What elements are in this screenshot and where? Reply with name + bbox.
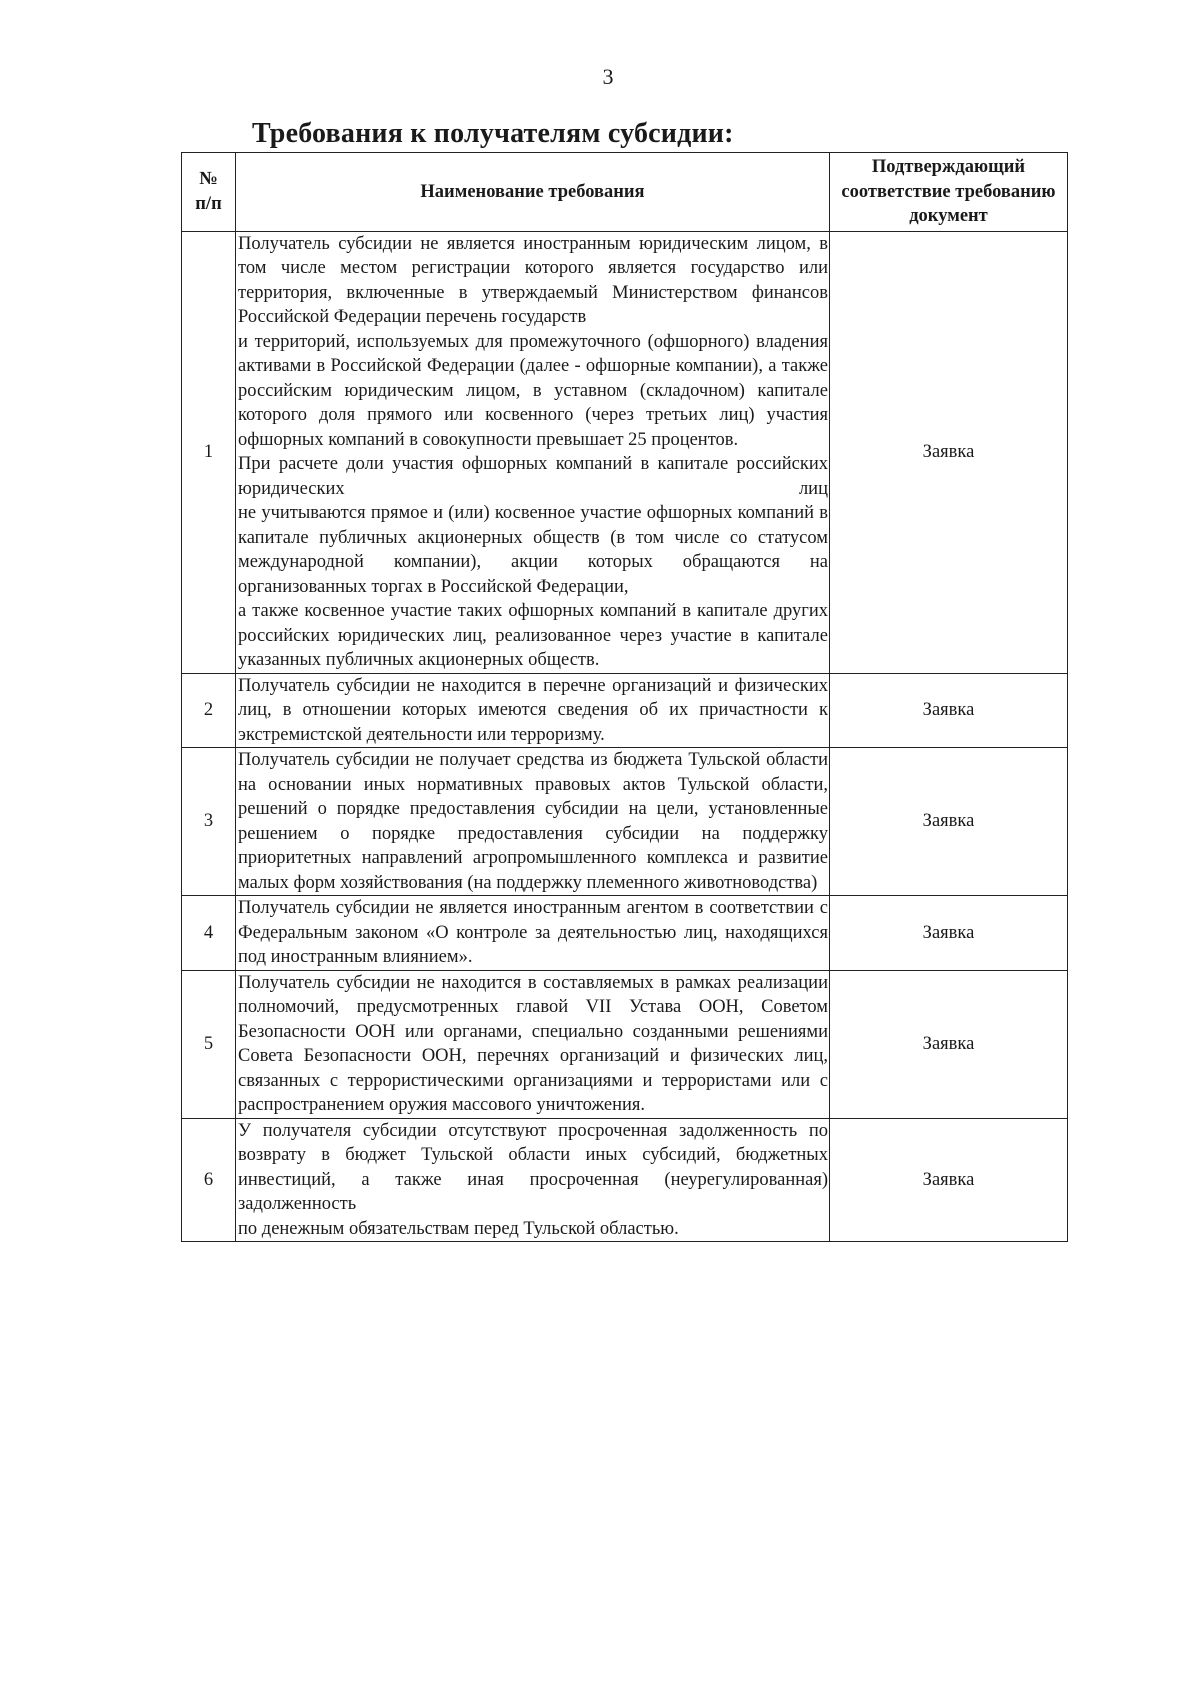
column-header-number-abbr: п/п — [195, 193, 222, 214]
requirement-text — [236, 970, 830, 1118]
table-row — [182, 1118, 1068, 1242]
requirement-paragraph: и территорий, используемых для промежуточного (офшорного) владения активами в Российской Федерации (далее - офшорные компании), а также российским юридическим лицом, в уставном (складочном) капитале которого доля прямого или косвенного (через третьих лиц) участия офшорных компаний в совокупности превышает 25 процентов. — [238, 331, 828, 450]
requirement-paragraph: Получатель субсидии не находится в перечне организаций и физических лиц, в отношении которых имеются сведения об их причастности к экстремистской деятельности или терроризму. — [238, 675, 828, 745]
table-row — [182, 673, 1068, 748]
confirming-document: Заявка — [830, 896, 1068, 971]
requirement-paragraph: У получателя субсидии отсутствуют просроченная задолженность по возврату в бюджет Тульской области иных субсидий, бюджетных инвестиций, а также иная просроченная (неурегулированная) задолженность — [238, 1120, 828, 1214]
requirement-paragraph: по денежным обязательствам перед Тульской областью. — [238, 1218, 679, 1239]
table-row — [182, 896, 1068, 971]
column-header-number-symbol: № — [199, 169, 218, 190]
confirming-document: Заявка — [830, 673, 1068, 748]
row-number: 6 — [182, 1118, 236, 1242]
table-header-row — [182, 153, 1068, 232]
requirement-text — [236, 748, 830, 896]
confirming-document: Заявка — [830, 748, 1068, 896]
requirement-text — [236, 896, 830, 971]
table-row — [182, 970, 1068, 1118]
requirement-paragraph: Получатель субсидии не находится в составляемых в рамках реализации полномочий, предусмотренных главой VII Устава ООН, Советом Безопасности ООН или органами, специально созданными решениями Совета Безопасности ООН, перечнях организаций и физических лиц, связанных с террористическими организациями и террористами или с распространением оружия массового уничтожения. — [238, 972, 828, 1115]
requirements-table — [181, 152, 1068, 1242]
requirement-paragraph: При расчете доли участия офшорных компаний в капитале российских юридических лиц — [238, 454, 828, 499]
row-number: 2 — [182, 673, 236, 748]
table-row — [182, 748, 1068, 896]
page-title: Требования к получателям субсидии: — [252, 118, 734, 149]
requirement-text — [236, 231, 830, 673]
row-number: 5 — [182, 970, 236, 1118]
requirement-paragraph: Получатель субсидии не получает средства из бюджета Тульской области на основании иных нормативных правовых актов Тульской области, решений о порядке предоставления субсидии на цели, установленные решением о порядке предоставления субсидии на поддержку приоритетных направлений агропромышленного комплекса и развитие малых форм хозяйствования (на поддержку племенного животноводства) — [238, 750, 828, 893]
requirement-paragraph: Получатель субсидии не является иностранным юридическим лицом, в том числе местом регистрации которого является государство или территория, включенные в утверждаемый Министерством финансов Российской Федерации перечень государств — [238, 233, 828, 327]
column-header-document: Подтверждающий соответствие требованию документ — [830, 153, 1068, 232]
page-number: 3 — [602, 64, 614, 89]
column-header-number — [182, 153, 236, 232]
requirement-text — [236, 673, 830, 748]
requirement-paragraph: не учитываются прямое и (или) косвенное участие офшорных компаний в капитале публичных акционерных обществ (в том числе со статусом международной компании), акции которых обращаются на организованных торгах в Российской Федерации, — [238, 503, 828, 597]
requirement-paragraph: а также косвенное участие таких офшорных компаний в капитале других российских юридических лиц, реализованное через участие в капитале указанных публичных акционерных обществ. — [238, 601, 828, 670]
confirming-document: Заявка — [830, 970, 1068, 1118]
requirement-paragraph: Получатель субсидии не является иностранным агентом в соответствии с Федеральным законом «О контроле за деятельностью лиц, находящихся под иностранным влиянием». — [238, 898, 828, 967]
row-number: 3 — [182, 748, 236, 896]
row-number: 4 — [182, 896, 236, 971]
requirement-text — [236, 1118, 830, 1242]
confirming-document: Заявка — [830, 231, 1068, 673]
row-number: 1 — [182, 231, 236, 673]
column-header-requirement: Наименование требования — [236, 153, 830, 232]
confirming-document: Заявка — [830, 1118, 1068, 1242]
table-row — [182, 231, 1068, 673]
